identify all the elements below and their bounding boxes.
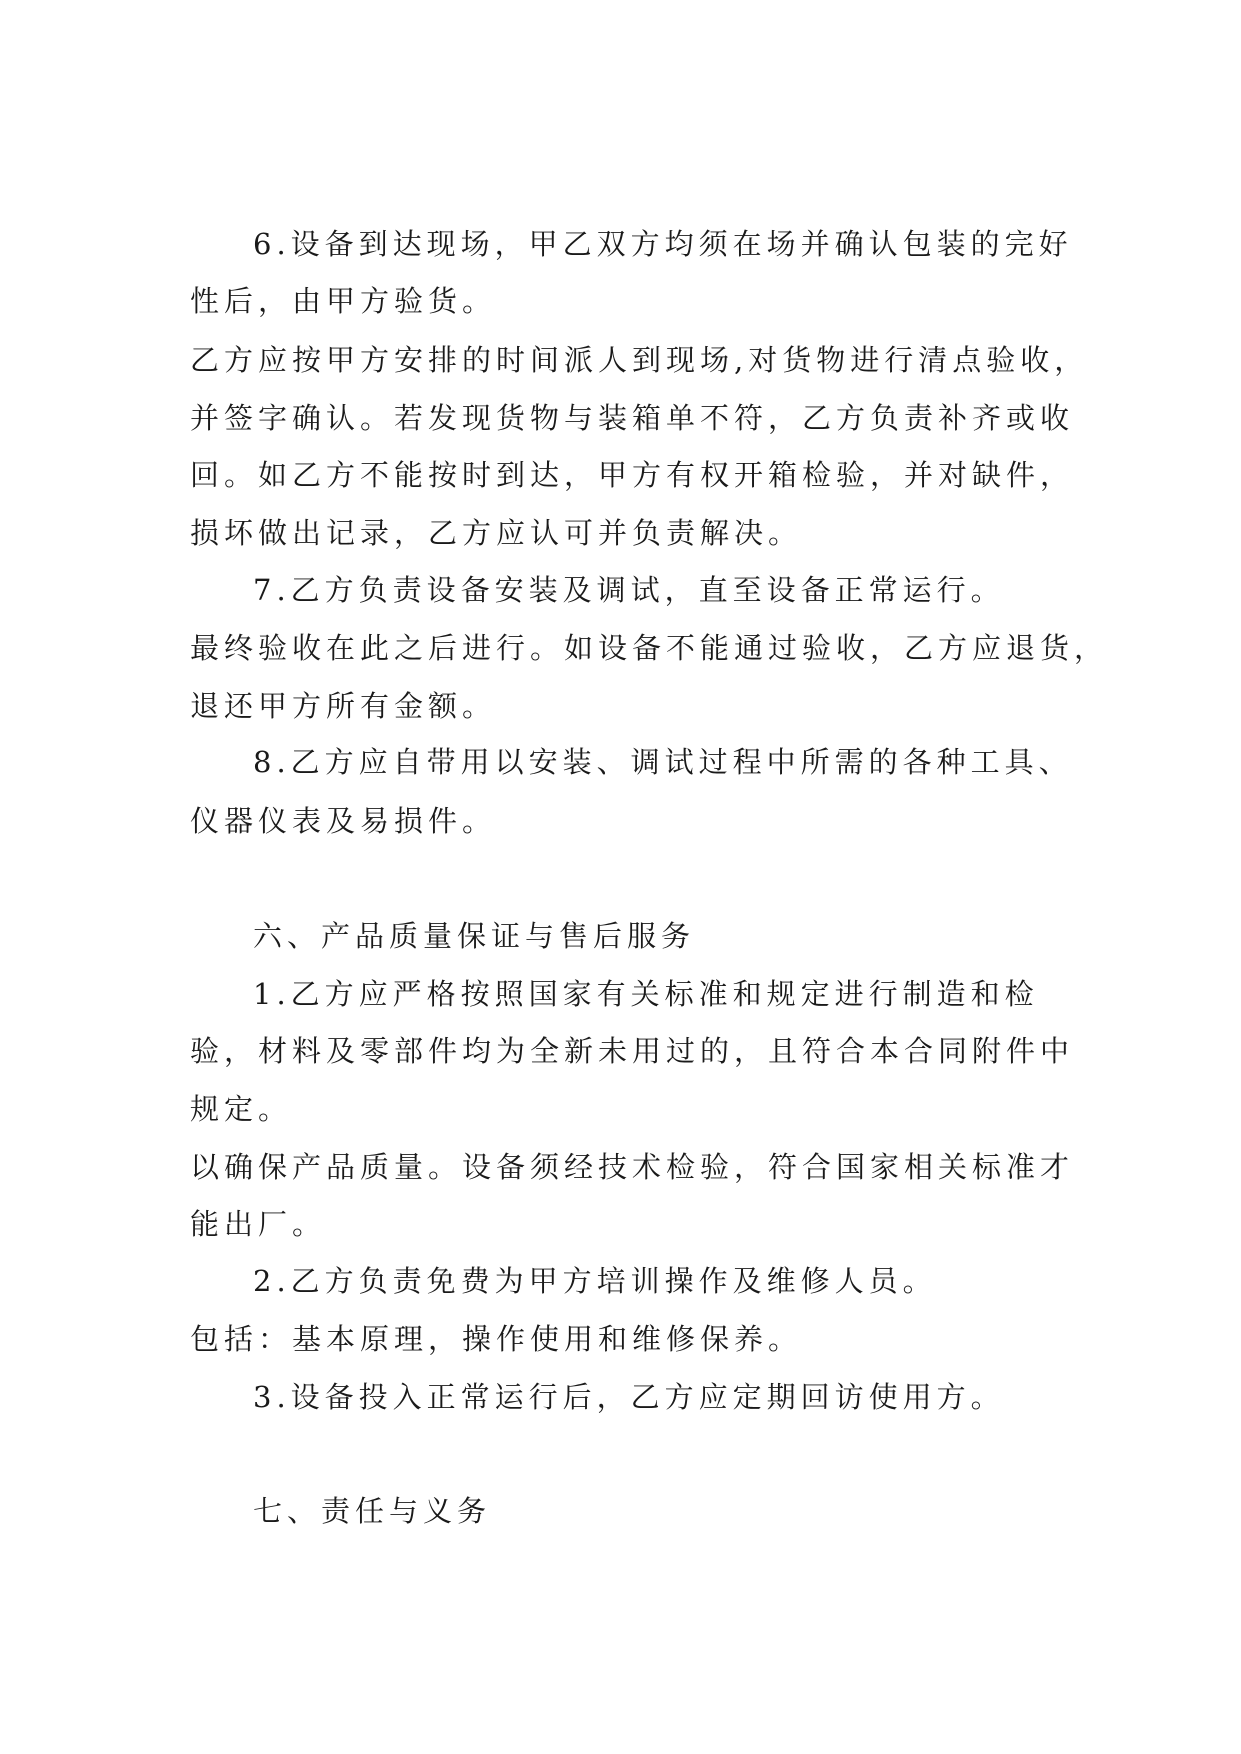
text-line: 包括：基本原理，操作使用和维修保养。 [190,1322,803,1356]
text-line: 规定。 [190,1092,293,1126]
text-line: 并签字确认。若发现货物与装箱单不符，乙方负责补齐或收 [190,401,1075,435]
text-line: 8.乙方应自带用以安装、调试过程中所需的各种工具、 [253,745,1073,779]
text-line: 6.设备到达现场，甲乙双方均须在场并确认包装的完好 [253,227,1073,261]
text-line: 以确保产品质量。设备须经技术检验，符合国家相关标准才 [190,1150,1075,1184]
text-line: 损坏做出记录，乙方应认可并负责解决。 [190,516,803,550]
text-line: 乙方应按甲方安排的时间派人到现场,对货物进行清点验收， [190,343,1089,377]
text-line: 仪器仪表及易损件。 [190,804,497,838]
text-line: 退还甲方所有金额。 [190,689,497,723]
text-line: 能出厂。 [190,1207,327,1241]
text-line: 验，材料及零部件均为全新未用过的，且符合本合同附件中 [190,1034,1075,1068]
text-line: 3.设备投入正常运行后，乙方应定期回访使用方。 [253,1380,1005,1414]
text-line: 最终验收在此之后进行。如设备不能通过验收，乙方应退货， [190,631,1109,665]
text-line: 回。如乙方不能按时到达，甲方有权开箱检验，并对缺件， [190,458,1075,492]
text-line: 性后，由甲方验货。 [190,284,497,318]
text-line: 1.乙方应严格按照国家有关标准和规定进行制造和检 [253,977,1039,1011]
section-heading: 七、责任与义务 [253,1494,492,1528]
section-heading: 六、产品质量保证与售后服务 [253,919,696,953]
text-line: 2.乙方负责免费为甲方培训操作及维修人员。 [253,1264,937,1298]
text-line: 7.乙方负责设备安装及调试，直至设备正常运行。 [253,573,1005,607]
